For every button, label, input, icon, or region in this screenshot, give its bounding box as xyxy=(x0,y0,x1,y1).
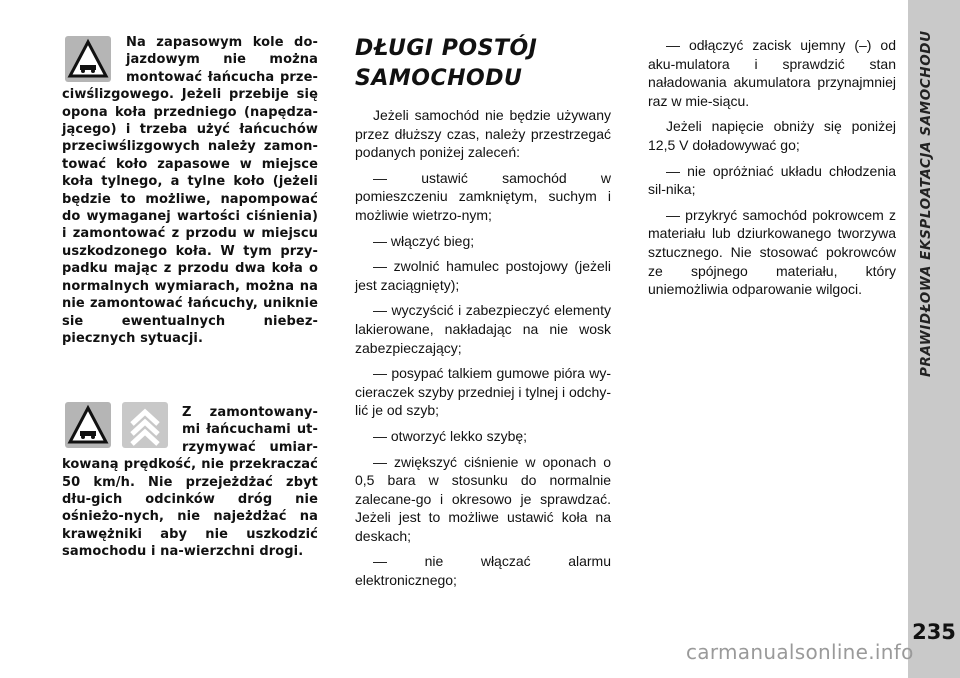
chain-spare-wheel-warning: Na zapasowym kole do-jazdowym nie można montować łańcucha prze-ciwślizgowego. Jeżeli przebije się opona koła przedniego (napędza-jącego) i trzeba użyć łańcuchów przeciwślizgowych należy zamon-tować koło zapasowe w miejsce koła tylnego, a tylne koło (jeżeli będzie to możliwe, napompować do wymaganej wartości ciśnienia) i zamontować z przodu w miejscu uszkodzonego koła. W tym przy-padku mając z przodu dwa koła o normalnych wymiarach, można na nie zamontować łańcuchy, uniknie sie ewentualnych niebez-piecznych sytuacji. xyxy=(62,35,318,346)
list-item: — przykryć samochód pokrowcem z materiału lub dziurkowanego tworzywa sztucznego. Nie stosować pokrowców ze spójnego materiału, który uniemożliwia odparowanie wilgoci. xyxy=(648,206,896,298)
section-title-line1: DŁUGI POSTÓJ xyxy=(355,36,538,61)
page-number: 235 xyxy=(912,620,956,644)
list-item: — wyczyścić i zabezpieczyć elementy lakierowane, nakładając na nie wosk zabezpieczający; xyxy=(355,302,611,356)
list-item: — posypać talkiem gumowe pióra wy-cieraczek szyby przedniej i tylnej i odchy-lić je od szyb; xyxy=(355,365,611,419)
list-item: — nie włączać alarmu elektronicznego; xyxy=(355,553,611,589)
section-title xyxy=(355,34,611,94)
chapter-label: PRAWIDŁOWA EKSPLOATACJA SAMOCHODU xyxy=(918,30,934,377)
list-item: — otworzyć lekko szybę; xyxy=(373,427,528,444)
list-item: — odłączyć zacisk ujemny (–) od aku-mulatora i sprawdzić stan naładowania akumulatora przynajmniej raz w mie-siącu. xyxy=(648,37,896,109)
list-item: Jeżeli napięcie obniży się poniżej 12,5 V doładowywać go; xyxy=(648,118,896,153)
list-item: — nie opróżniać układu chłodzenia sil-nika; xyxy=(648,162,896,198)
chain-speed-warning: Z zamontowany-mi łańcuchami ut-rzymywać umiar-kowaną prędkość, nie przekraczać 50 km/h. Nie przejeżdżać zbyt dłu-gich odcinków dróg nie ośnieżo-nych, nie najeżdżać na krawężniki aby nie uszkodzić samochodu i na-wierzchni drogi. xyxy=(62,405,318,560)
list-item: — zwiększyć ciśnienie w oponach o 0,5 bara w stosunku do normalnie zalecane-go i okresowo je sprawdzać. Jeżeli jest to możliwe ustawić koła na deskach; xyxy=(355,453,611,544)
intro-paragraph: Jeżeli samochód nie będzie używany przez dłuższy czas, należy przestrzegać podanych poniżej zaleceń: xyxy=(355,107,611,161)
list-item: — ustawić samochód w pomieszczeniu zamkniętym, suchym i możliwie wietrzo-nym; xyxy=(355,169,611,223)
list-item: — włączyć bieg; xyxy=(373,232,475,249)
watermark: carmanualsonline.info xyxy=(686,640,914,664)
section-title-line2: SAMOCHODU xyxy=(355,66,523,91)
list-item: — zwolnić hamulec postojowy (jeżeli jest zaciągnięty); xyxy=(355,258,611,293)
chapter-sidebar xyxy=(908,0,960,678)
